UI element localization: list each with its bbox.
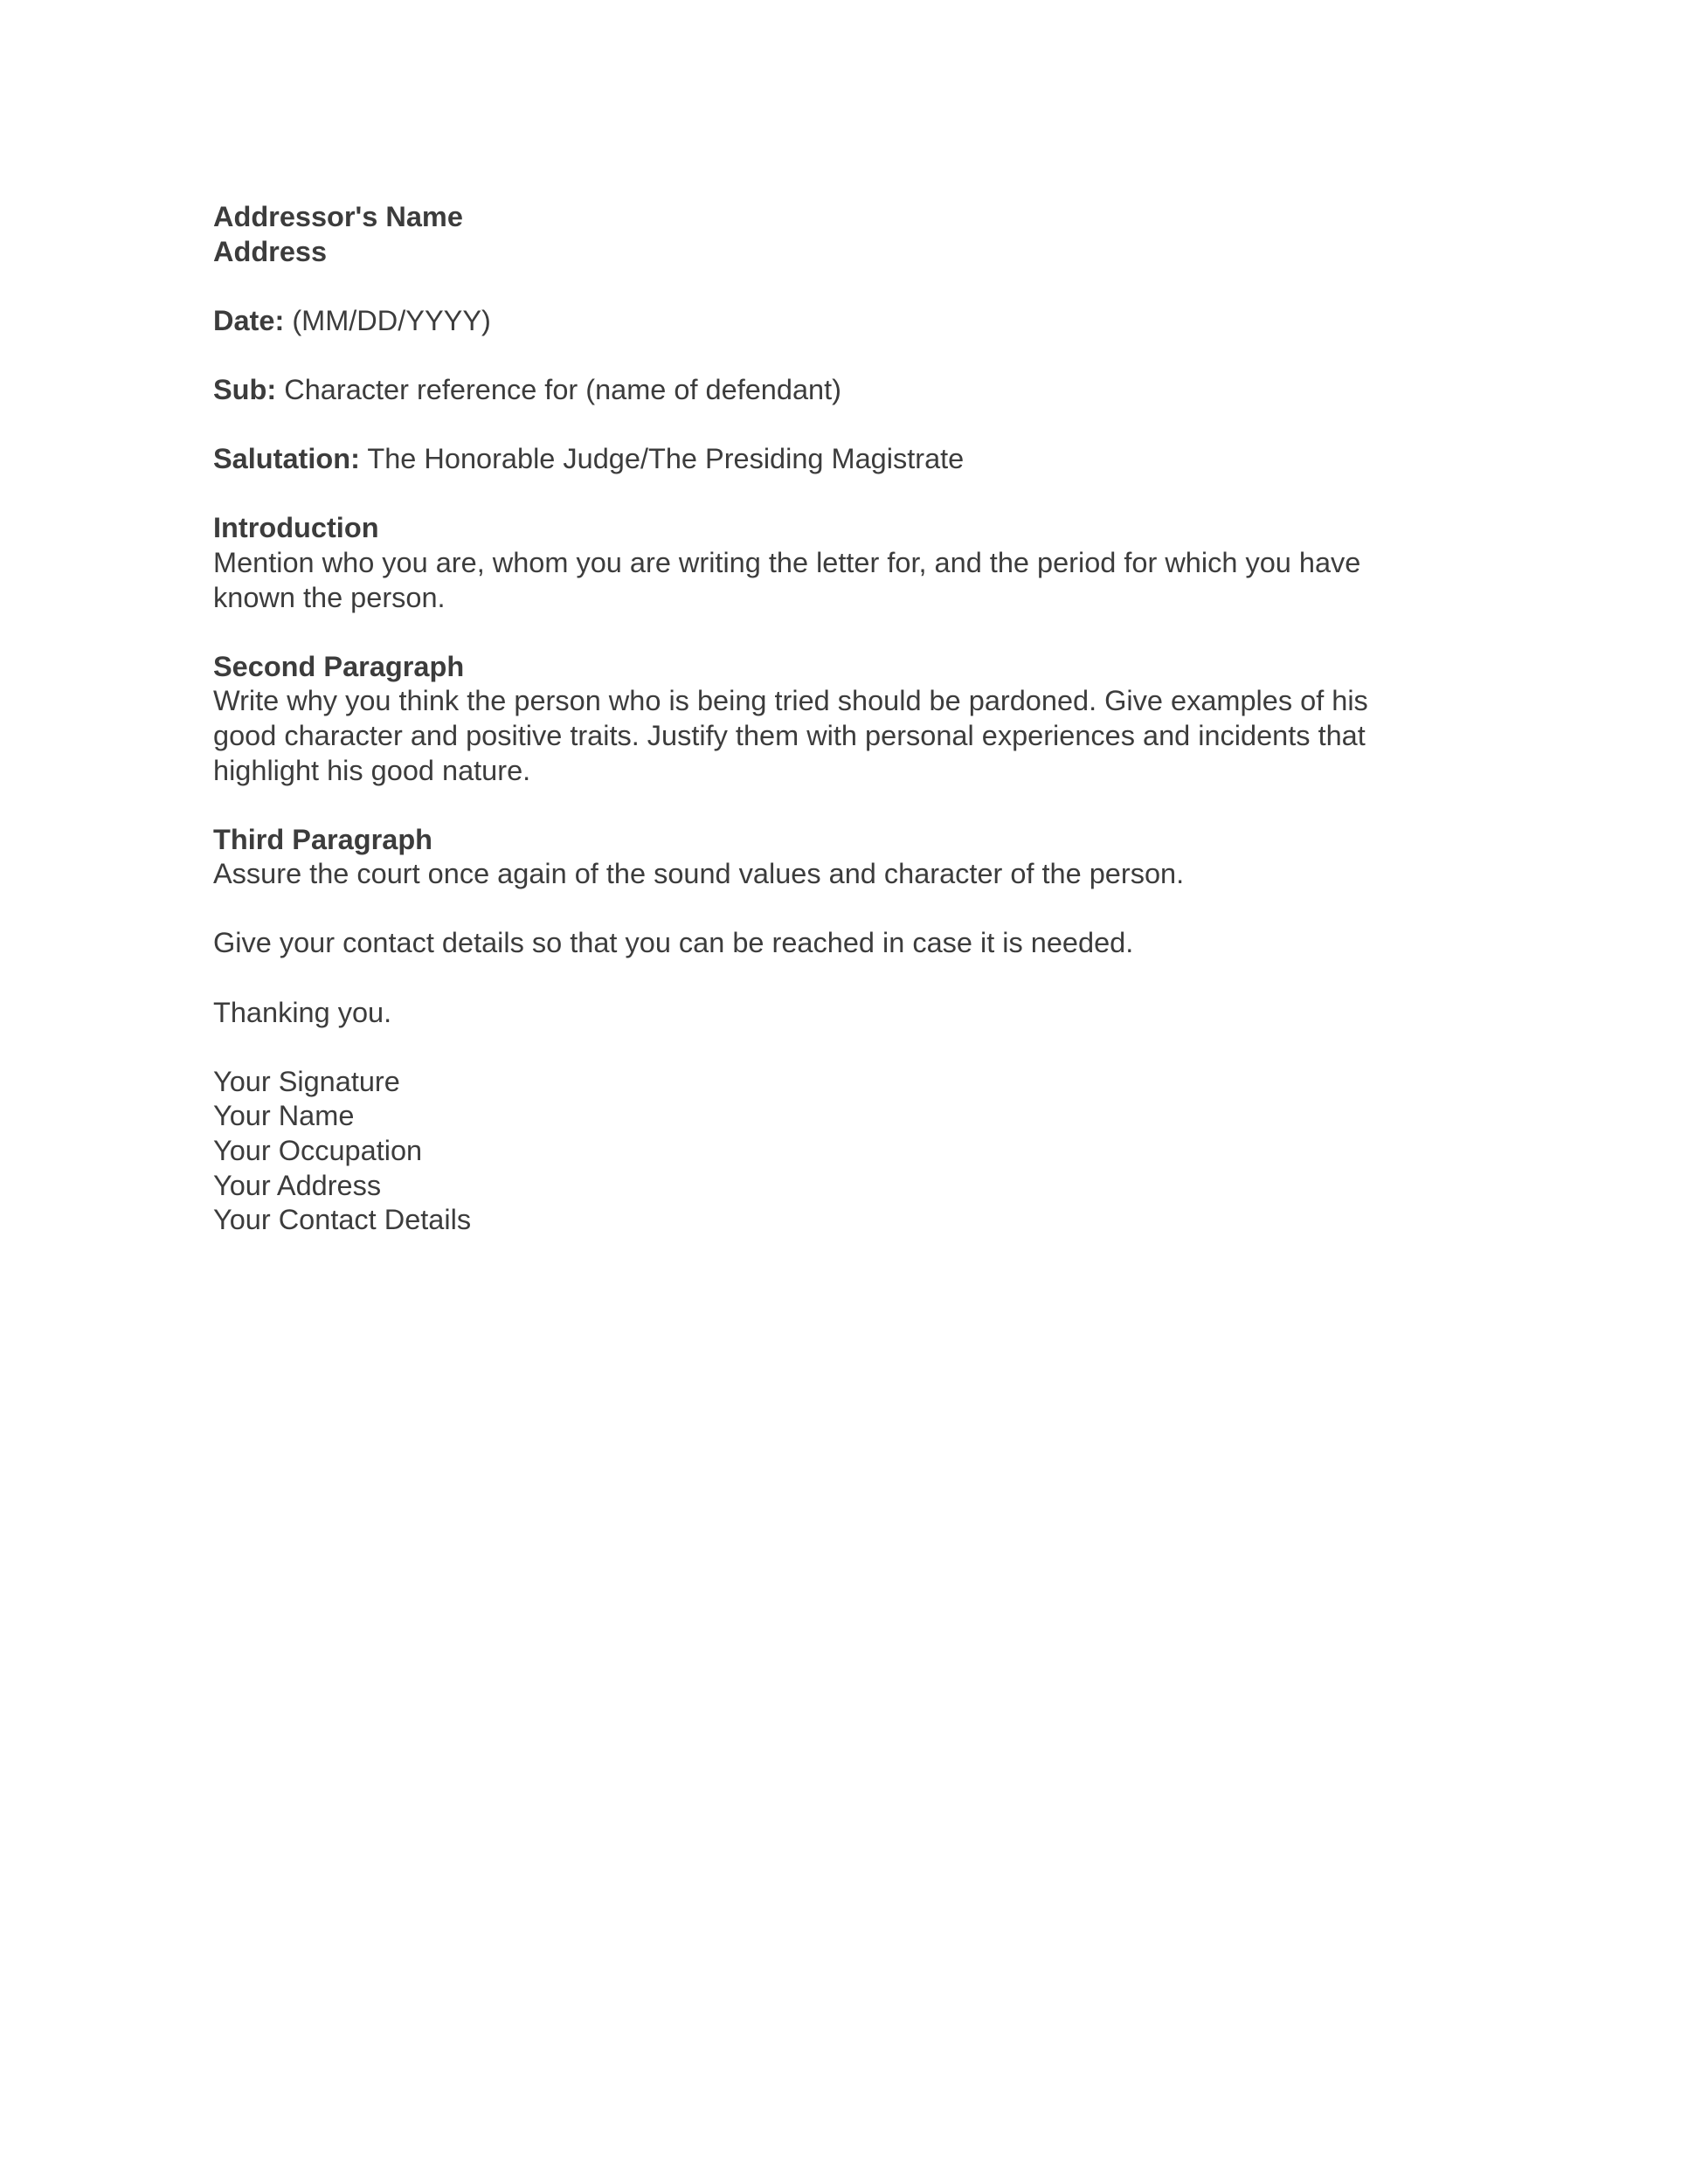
name-line: Your Name xyxy=(213,1100,355,1132)
section-body-line: Mention who you are, whom you are writing the letter for, and the period for which you have xyxy=(213,546,1361,578)
section-third-paragraph xyxy=(213,823,1471,892)
section-second-paragraph xyxy=(213,650,1471,788)
spacer xyxy=(213,269,1471,304)
section-body-line: Assure the court once again of the sound values and character of the person. xyxy=(213,858,1185,890)
signature-block xyxy=(213,1065,1471,1238)
letter-page xyxy=(213,200,1471,1238)
contact-note: Give your contact details so that you can be reached in case it is needed. xyxy=(213,927,1134,959)
closing: Thanking you. xyxy=(213,996,392,1028)
spacer xyxy=(213,788,1471,823)
addressor-name: Addressor's Name xyxy=(213,201,463,232)
signature-line: Your Signature xyxy=(213,1065,400,1097)
letter-header xyxy=(213,200,1471,269)
date-label: Date: xyxy=(213,304,285,336)
salutation-label: Salutation: xyxy=(213,443,360,475)
section-body-line: highlight his good nature. xyxy=(213,754,531,786)
spacer xyxy=(213,1030,1471,1065)
section-heading: Introduction xyxy=(213,512,379,544)
section-heading: Second Paragraph xyxy=(213,650,465,682)
subject-value: Character reference for (name of defendant) xyxy=(284,373,841,405)
address-line: Your Address xyxy=(213,1169,382,1201)
date-value: (MM/DD/YYYY) xyxy=(292,304,491,336)
salutation-value: The Honorable Judge/The Presiding Magistrate xyxy=(367,443,965,475)
section-body-line: good character and positive traits. Justify them with personal experiences and incidents that xyxy=(213,719,1366,751)
spacer xyxy=(213,615,1471,650)
section-body-line: known the person. xyxy=(213,581,446,613)
spacer xyxy=(213,477,1471,512)
salutation-line xyxy=(213,442,1471,477)
section-introduction xyxy=(213,511,1471,615)
spacer xyxy=(213,338,1471,373)
subject-line xyxy=(213,373,1471,408)
section-body-line: Write why you think the person who is being tried should be pardoned. Give examples of his xyxy=(213,685,1368,717)
occupation-line: Your Occupation xyxy=(213,1135,423,1167)
spacer xyxy=(213,408,1471,443)
section-heading: Third Paragraph xyxy=(213,823,433,855)
addressor-address: Address xyxy=(213,235,328,267)
date-line xyxy=(213,304,1471,339)
contact-details-line: Your Contact Details xyxy=(213,1204,472,1236)
subject-label: Sub: xyxy=(213,373,277,405)
spacer xyxy=(213,892,1471,927)
spacer xyxy=(213,961,1471,996)
